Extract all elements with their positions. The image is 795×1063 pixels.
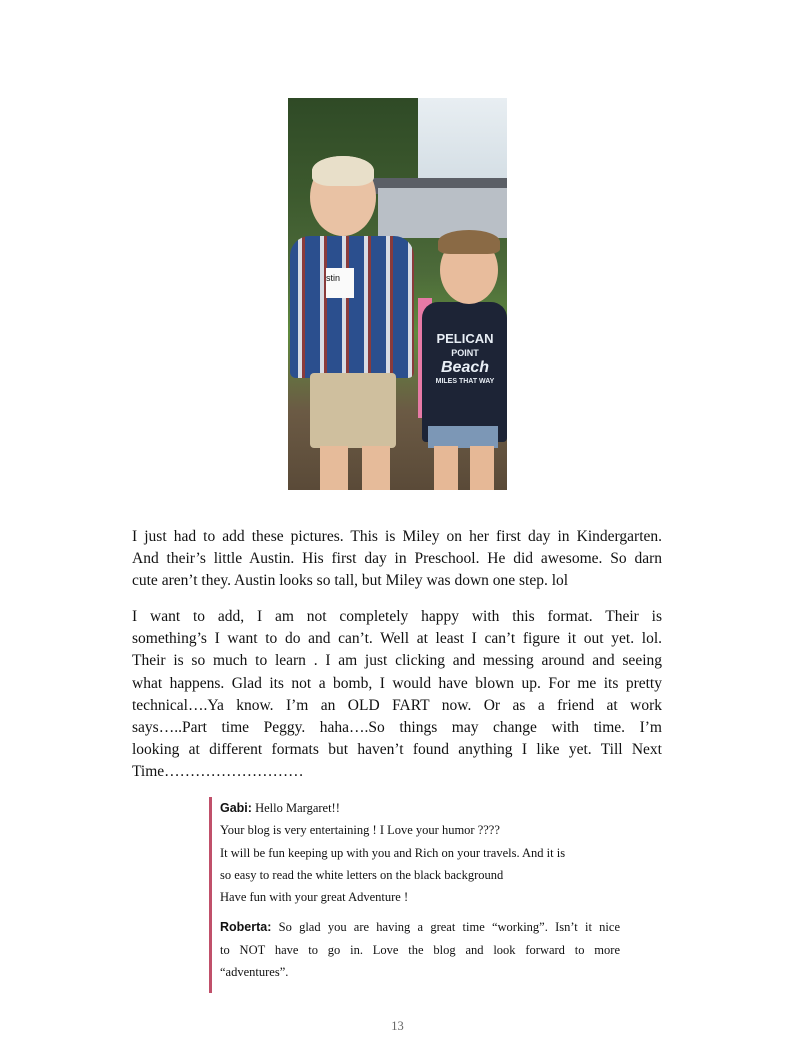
comment-text: Hello Margaret!! xyxy=(255,801,340,815)
photo-boy-shorts xyxy=(310,373,396,448)
comments-block xyxy=(209,797,620,993)
text-line: And their’s little Austin. His first day in Preschool. He did awesome. So darn xyxy=(132,550,662,568)
comment-text: so easy to read the white letters on the black background xyxy=(220,867,504,882)
shirt-line: Beach xyxy=(440,359,490,376)
comment-author: Gabi: xyxy=(220,801,252,815)
photo-girl-hair xyxy=(438,230,500,254)
comment-text: Have fun with your great Adventure ! xyxy=(220,890,409,905)
comment-text: Your blog is very entertaining ! I Love your humor ???? xyxy=(220,823,500,838)
text-line: I just had to add these pictures. This is Miley on her first day in Kindergarten. xyxy=(132,528,662,545)
comment-author: Roberta: xyxy=(220,920,272,935)
paragraph-2 xyxy=(132,606,662,784)
text-line: what happens. Glad its not a bomb, I would have blown up. For me its pretty xyxy=(132,674,662,692)
text-line: says…..Part time Peggy. haha….So things may change with time. I’m xyxy=(132,719,662,737)
photo-girl-shorts xyxy=(428,426,498,448)
text-line: Time……………………… xyxy=(132,763,304,781)
text-line: technical….Ya know. I’m an OLD FART now. Or as a friend at work xyxy=(132,696,662,714)
photo-boy-hair-top xyxy=(312,156,374,186)
page-number: 13 xyxy=(391,1019,404,1033)
comment-roberta xyxy=(220,916,620,938)
paragraph-1 xyxy=(132,526,662,593)
comment-text: “adventures”. xyxy=(220,965,289,980)
shirt-line: POINT xyxy=(451,348,479,358)
name-tag-text: stin xyxy=(326,273,341,283)
photo-children-first-day xyxy=(288,98,507,490)
photo-girl-legs xyxy=(434,446,494,490)
comment-gabi xyxy=(220,797,620,819)
text-line: I want to add, I am not completely happy with this format. Their is xyxy=(132,608,662,625)
shirt-line: PELICAN xyxy=(436,331,494,346)
text-line: cute aren’t they. Austin looks so tall, but Miley was down one step. lol xyxy=(132,572,569,590)
comment-text: to NOT have to go in. Love the blog and look forward to more xyxy=(220,942,620,957)
photo-boy-legs xyxy=(320,446,390,490)
photo-name-tag xyxy=(326,268,354,298)
shirt-line: MILES THAT WAY xyxy=(435,378,495,385)
comment-text: So glad you are having a great time “working”. Isn’t it nice xyxy=(278,920,620,935)
photo-shirt-text xyxy=(428,330,502,387)
text-line: Their is so much to learn . I am just clicking and messing around and seeing xyxy=(132,652,662,670)
text-line: looking at different formats but haven’t found anything I like yet. Till Next xyxy=(132,741,662,759)
photo-boy-shirt xyxy=(290,236,414,378)
comment-text: It will be fun keeping up with you and Rich on your travels. And it is xyxy=(220,845,566,860)
text-line: something’s I want to do and can’t. Well at least I can’t figure it out yet. lol. xyxy=(132,630,662,648)
photo-house xyxy=(378,188,507,238)
